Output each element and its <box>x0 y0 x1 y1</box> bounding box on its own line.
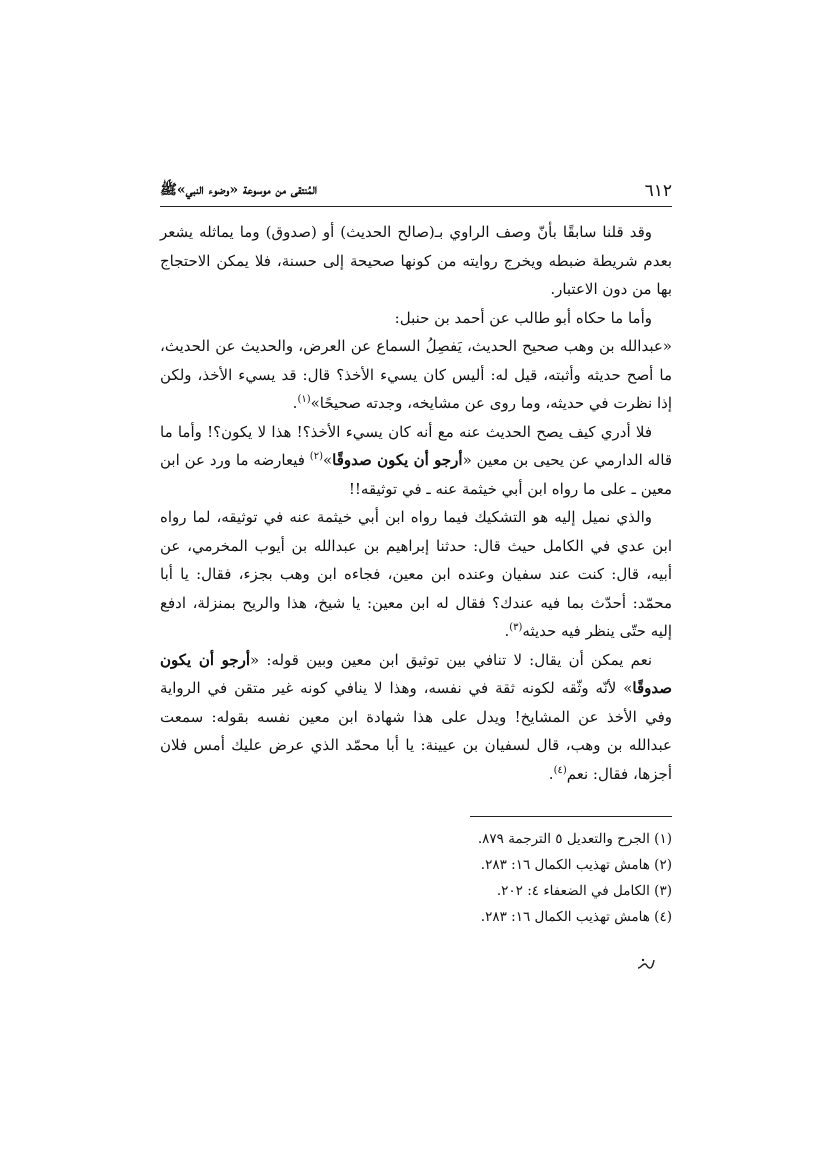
paragraph-6-text-a: نعم يمكن أن يقال: لا تنافي بين توثيق ابن معين وبين قوله: « <box>250 650 652 669</box>
footnote-divider <box>470 816 672 817</box>
paragraph-4-text-b: » <box>322 451 333 469</box>
footnote-ref-1[interactable]: (١) <box>297 394 311 405</box>
footnote-2: (٢) هامش تهذيب الكمال ١٦: ٢٨٣. <box>480 857 672 873</box>
page-header <box>160 176 672 207</box>
paragraph-5-end: . <box>504 622 510 640</box>
paragraph-4 <box>160 418 672 504</box>
paragraph-5-text: والذي نميل إليه هو التشكيك فيما رواه ابن أبي خيثمة عنه في توثيقه، لما رواه ابن عدي في الكامل حيث قال: حدثنا إبراهيم بن عبدالله بن أيوب المخرمي، عن أبيه، قال: كنت عند سفيان وعنده ابن معين، فجاءه ابن وهب بجزء، فقال: يا أبا محمّد: أحدّث بما فيه عندك؟ فقال له ابن معين: يا شيخ، هذا والريح بمنزلة، ادفع إليه حتّى ينظر فيه حديثه <box>160 508 672 640</box>
paragraph-1-text: وقد قلنا سابقًا بأنّ وصف الراوي بـ(صالح الحديث) أو (صدوق) وما يماثله يشعر بعدم شريطة ضبطه ويخرج روايته من كونها صحيحة إلى حسنة، فلا يمكن الاحتجاج بها من دون الاعتبار. <box>160 223 672 298</box>
footnote-3: (٣) الكامل في الضعفاء ٤: ٢٠٢. <box>496 883 672 899</box>
paragraph-4-bold: أرجو أن يكون صدوقًا <box>332 451 463 469</box>
footnote-4: (٤) هامش تهذيب الكمال ١٦: ٢٨٣. <box>480 909 672 925</box>
footnotes <box>160 826 672 930</box>
paragraph-2 <box>160 304 672 333</box>
paragraph-6-end: . <box>548 764 554 783</box>
paragraph-2-text: وأما ما حكاه أبو طالب عن أحمد بن حنبل: <box>394 308 652 327</box>
paragraph-1 <box>160 218 672 304</box>
paragraph-5 <box>160 503 672 646</box>
quote-text: «عبدالله بن وهب صحيح الحديث، يَفصِلُ السماع عن العرض، والحديث عن الحديث، ما أصح حديثه وأثبته، قيل له: أليس كان يسيء الأخذ؟ قال: قد يسيء الأخذ، ولكن إذا نظرت في حديثه، وما روى عن مشايخه، وجدته صحيحًا» <box>160 337 672 412</box>
paragraph-4-text-c: فيعارضه ما ورد عن ابن معين ـ على ما رواه ابن أبي خيثمة عنه ـ في توثيقه!! <box>160 451 672 498</box>
body-text <box>160 218 672 788</box>
paragraph-6-text-b: » لأنّه وثّقه لكونه ثقة في نفسه، وهذا لا ينافي كونه غير متقن في الرواية وفي الأخذ عن المشايخ! ويدل على هذا شهادة ابن معين نفسه بقوله: سمعت عبدالله بن وهب، قال لسفيان بن عيينة: يا أبا محمّد الذي عرض عليك أمس فلان أجزها، فقال: نعم <box>160 679 672 783</box>
page-number: ٦١٢ <box>644 181 672 201</box>
paragraph-4-text-a: فلا أدري كيف يصح الحديث عنه مع أنه كان يسيء الأخذ؟! هذا لا يكون؟! وأما ما قاله الدارمي عن يحيى بن معين « <box>160 422 672 469</box>
running-title: المُنتقى من موسوعة «وضوء النبي»ﷺ <box>160 182 318 198</box>
quote-paragraph: «عبدالله بن وهب صحيح الحديث، يَفصِلُ السماع عن العرض، والحديث عن الحديث، ما أصح حديثه وأثبته، قيل له: أليس كان يسيء الأخذ؟ قال: قد يسيء الأخذ، ولكن إذا نظرت في حديثه، وما روى عن مشايخه، وجدته صحيحًا»$^{(١)}$. <box>160 337 672 412</box>
footnote-ref-4[interactable]: (٤) <box>553 764 567 776</box>
footnote-1: (١) الجرح والتعديل ٥ الترجمة ٨٧٩. <box>477 831 672 847</box>
footnote-ref-2[interactable]: (٢) <box>309 451 323 462</box>
footnote-ref-3[interactable]: (٣) <box>509 622 523 633</box>
paragraph-6 <box>160 646 672 789</box>
ornament-glyph-icon <box>636 956 656 976</box>
paragraph-6-bold: أرجو أن يكون صدوقًا <box>160 650 672 697</box>
